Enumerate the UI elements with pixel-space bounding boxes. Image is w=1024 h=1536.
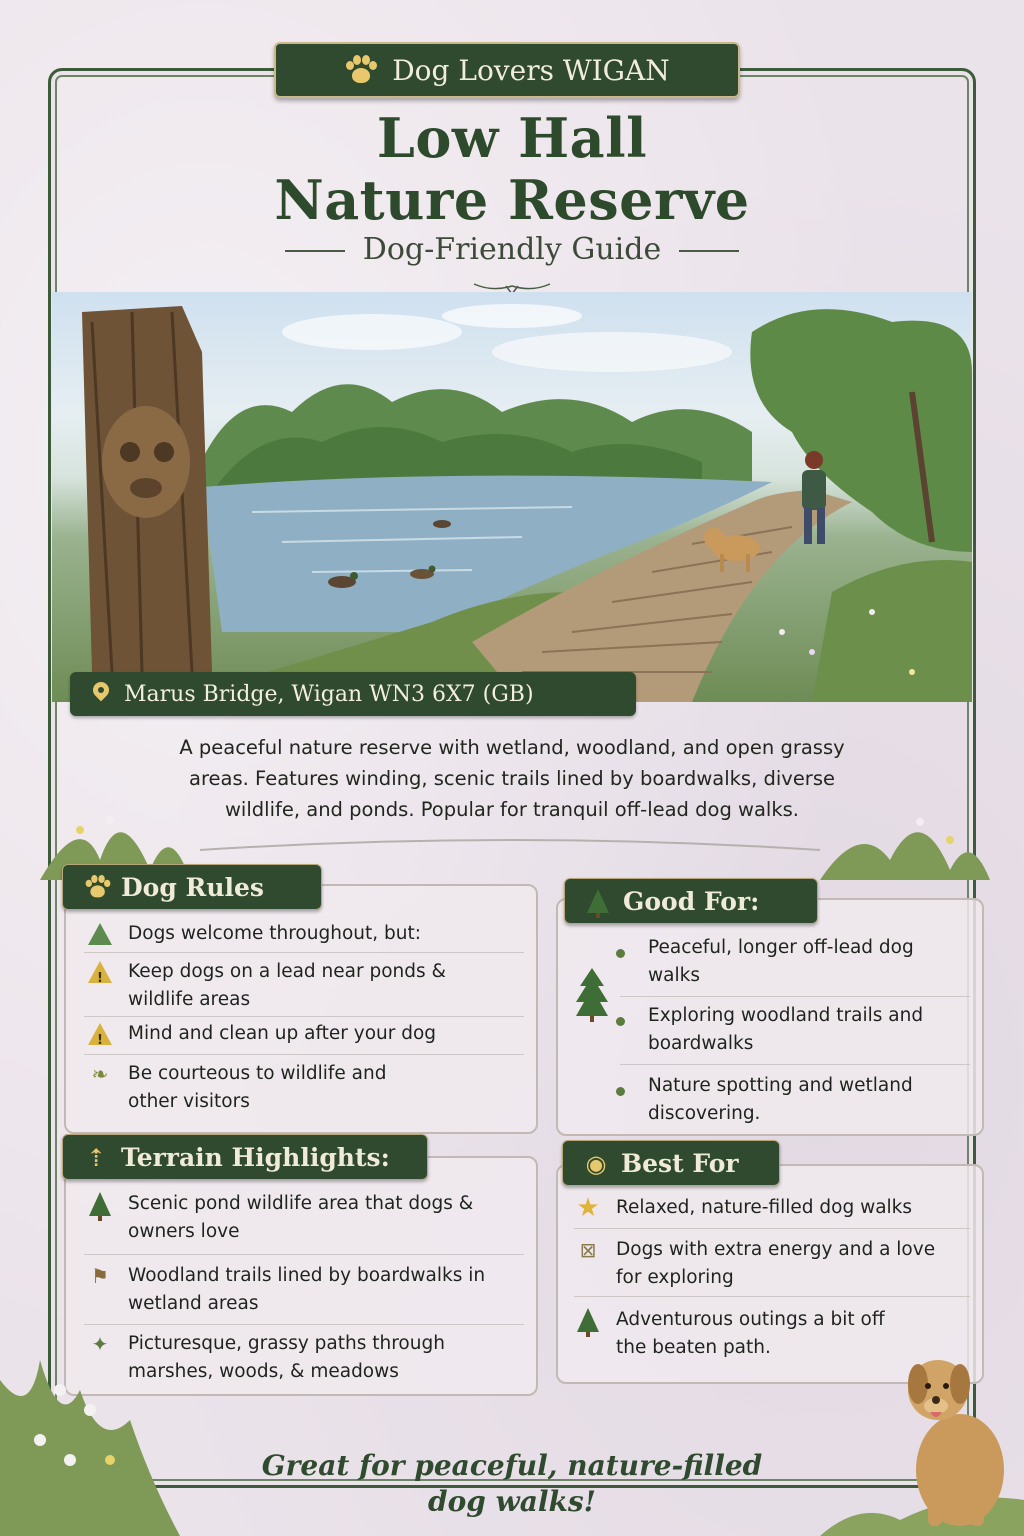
divider xyxy=(620,1064,970,1065)
list-item xyxy=(574,1236,954,1292)
divider xyxy=(84,1254,524,1255)
list-item xyxy=(86,958,516,1014)
pine-tree-icon xyxy=(574,966,610,1022)
good-for-title: Good For: xyxy=(623,886,760,916)
signpost-icon: ⚑ xyxy=(91,1264,109,1288)
list-item xyxy=(86,920,516,948)
list-item-text: Mind and clean up after your dog xyxy=(128,1023,437,1044)
list-item xyxy=(86,1020,516,1048)
list-item-text: Scenic pond wildlife area that dogs & owners love xyxy=(128,1193,474,1242)
list-item-text: Adventurous outings a bit off the beaten path. xyxy=(616,1309,885,1358)
reserve-scene-illustration xyxy=(52,292,972,702)
list-item-text: Relaxed, nature-filled dog walks xyxy=(616,1197,913,1218)
map-pin-icon xyxy=(92,682,110,706)
dog-rules-title: Dog Rules xyxy=(121,872,264,902)
bullet-icon xyxy=(606,1072,634,1100)
list-item-text: Dogs welcome throughout, but: xyxy=(128,923,421,944)
sparkle-icon: ✦ xyxy=(91,1332,109,1356)
brand-banner xyxy=(274,42,740,98)
good-for-heading xyxy=(564,878,818,924)
description-line: wildlife, and ponds. Popular for tranquil off-lead dog walks. xyxy=(224,798,799,821)
description-line: A peaceful nature reserve with wetland, woodland, and open grassy xyxy=(179,736,845,759)
warning-icon xyxy=(86,958,114,986)
bullet-icon xyxy=(606,1002,634,1030)
divider xyxy=(84,1054,524,1055)
list-item-text: Nature spotting and wetland discovering. xyxy=(648,1075,913,1124)
list-item xyxy=(606,934,966,990)
star-icon: ★ xyxy=(576,1193,600,1223)
list-item-text: Be courteous to wildlife and other visitors xyxy=(128,1063,387,1112)
list-item-text: Picturesque, grassy paths through marshes, woods, & meadows xyxy=(128,1333,445,1382)
divider xyxy=(84,952,524,953)
list-item-text: Keep dogs on a lead near ponds & wildlife areas xyxy=(128,961,446,1010)
bullet-icon xyxy=(606,934,634,962)
list-item-text: Dogs with extra energy and a love for exploring xyxy=(616,1239,936,1288)
brand-label: Dog Lovers WIGAN xyxy=(392,53,670,87)
list-item xyxy=(86,1060,406,1116)
paw-icon xyxy=(81,872,111,902)
list-item-text: Peaceful, longer off-lead dog walks xyxy=(648,937,914,986)
divider xyxy=(574,1296,970,1297)
terrain-heading xyxy=(62,1134,428,1180)
best-for-heading xyxy=(562,1140,780,1186)
terrain-title: Terrain Highlights: xyxy=(121,1142,390,1172)
tree-icon xyxy=(86,1190,114,1218)
page-subtitle xyxy=(0,232,1024,267)
map-icon: ⊠ xyxy=(579,1238,597,1262)
page-title-line2: Nature Reserve xyxy=(274,168,750,232)
list-item xyxy=(606,1072,966,1128)
best-for-title: Best For xyxy=(621,1148,739,1178)
location-badge xyxy=(70,672,636,716)
paw-icon xyxy=(344,54,378,86)
medal-icon: ◉ xyxy=(585,1148,607,1178)
list-item-text: Woodland trails lined by boardwalks in wetland areas xyxy=(128,1265,486,1314)
divider xyxy=(620,996,970,997)
description-line: areas. Features winding, scenic trails lined by boardwalks, diverse xyxy=(189,767,835,790)
list-item-text: Exploring woodland trails and boardwalks xyxy=(648,1005,924,1054)
warning-icon xyxy=(86,1020,114,1048)
divider xyxy=(84,1016,524,1017)
list-item xyxy=(574,1194,974,1222)
tree-icon xyxy=(574,1306,602,1334)
footer-line: dog walks! xyxy=(428,1485,596,1518)
tree-icon xyxy=(583,886,613,916)
list-item xyxy=(606,1002,966,1058)
signpost-icon: ⇡ xyxy=(85,1142,107,1172)
dog-rules-heading xyxy=(62,864,322,910)
leaf-icon: ❧ xyxy=(91,1062,109,1086)
divider xyxy=(574,1228,970,1229)
location-text: Marus Bridge, Wigan WN3 6X7 (GB) xyxy=(124,681,534,707)
page-title-line1: Low Hall xyxy=(376,106,648,170)
warning-green-icon xyxy=(86,920,114,948)
subtitle-text: Dog-Friendly Guide xyxy=(362,232,662,267)
list-item xyxy=(86,1190,516,1246)
footer-line: Great for peaceful, nature-filled xyxy=(261,1449,763,1482)
footer-tagline xyxy=(0,1448,1024,1520)
